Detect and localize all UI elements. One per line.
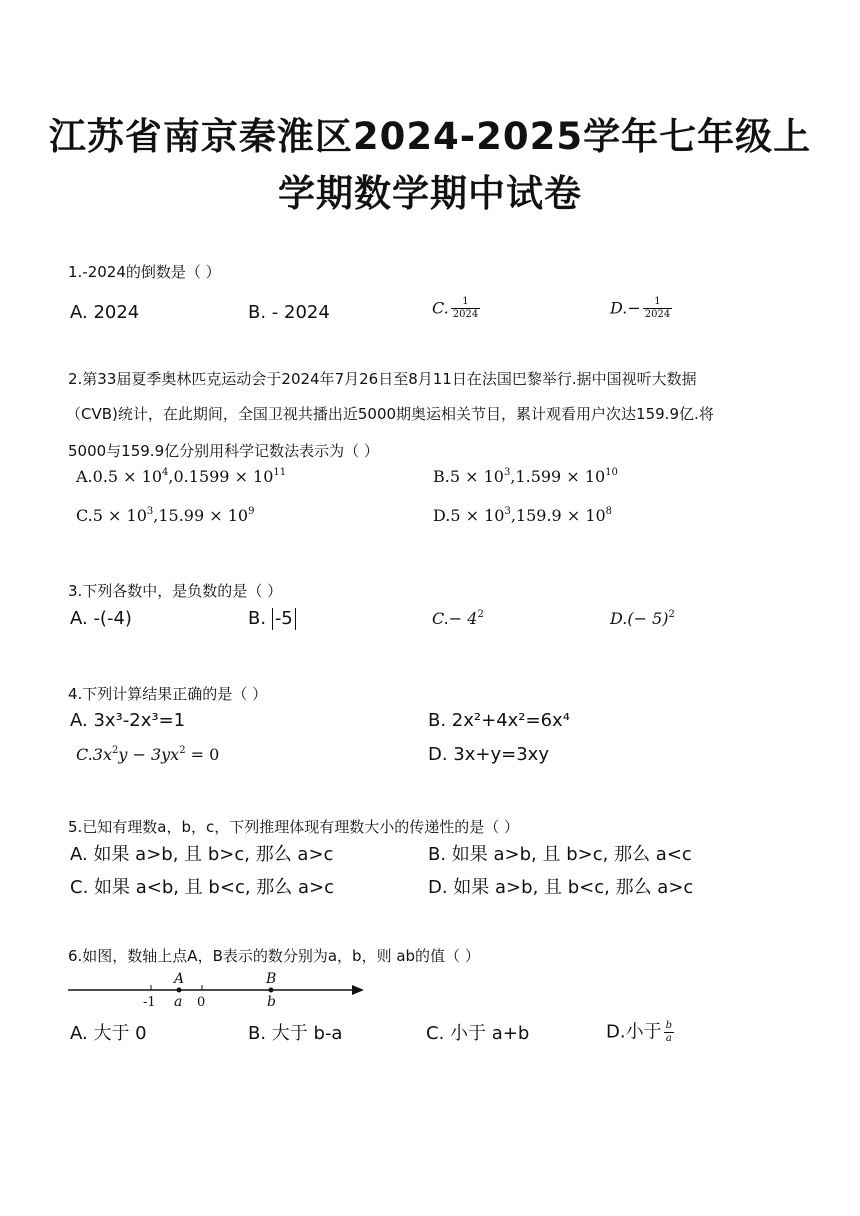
option-text: C.− 4	[432, 609, 478, 628]
question-3-option-c	[432, 608, 484, 630]
question-5-option-a: A. 如果 a>b, 且 b>c, 那么 a>c	[70, 844, 334, 865]
fraction-numerator: 1	[451, 296, 480, 309]
question-4-option-a: A. 3x³-2x³=1	[70, 710, 186, 731]
fraction-denominator: 2024	[644, 309, 671, 320]
tick-label-neg1: -1	[143, 995, 156, 1010]
option-prefix: D.−	[610, 298, 641, 318]
number-line-figure	[66, 966, 376, 1010]
point-b-dot	[269, 988, 274, 993]
exponent: 3	[504, 506, 511, 517]
exponent: 10	[605, 467, 618, 478]
option-text: ,0.1599 × 10	[168, 467, 274, 486]
option-prefix: B.	[248, 608, 267, 629]
question-1-option-b: B. - 2024	[248, 302, 330, 323]
exponent: 2	[477, 609, 484, 620]
page-title-line-2: 学期数学期中试卷	[278, 172, 582, 215]
option-text: B.5 × 10	[433, 467, 504, 486]
fraction	[643, 296, 672, 321]
exponent: 11	[273, 467, 287, 478]
exponent: 2	[111, 745, 119, 756]
question-2-option-d	[433, 505, 612, 527]
question-5-option-d: D. 如果 a>b, 且 b<c, 那么 a>c	[428, 877, 694, 898]
option-prefix: C.	[432, 298, 449, 318]
absolute-value: -5	[272, 608, 296, 630]
question-4-option-c	[76, 744, 219, 766]
page-title-line-1: 江苏省南京秦淮区2024-2025学年七年级上	[48, 115, 812, 158]
question-1-option-c	[432, 296, 480, 321]
question-2-option-a	[76, 466, 286, 488]
question-2-option-c	[76, 505, 254, 527]
question-2-option-b	[433, 466, 618, 488]
exponent: 8	[605, 506, 613, 517]
option-text: D.5 × 10	[433, 506, 505, 525]
question-3-option-d	[610, 608, 675, 630]
question-3-stem: 3.下列各数中，是负数的是（ ）	[68, 582, 283, 600]
point-a-label: A	[174, 971, 185, 987]
question-3-option-a: A. -(-4)	[70, 608, 132, 629]
question-1-option-d	[610, 296, 672, 321]
question-6-option-d	[606, 1020, 674, 1045]
option-text: ,15.99 × 10	[153, 506, 249, 525]
question-6-option-c: C. 小于 a+b	[426, 1023, 530, 1044]
arrow-head-icon	[352, 985, 364, 995]
exponent: 3	[503, 467, 511, 478]
option-text: D.(− 5)	[610, 609, 669, 628]
point-b-label: B	[266, 971, 277, 987]
option-text: ,159.9 × 10	[510, 506, 606, 525]
option-prefix: D.小于	[606, 1021, 662, 1043]
fraction-numerator: 1	[643, 296, 672, 309]
question-5-option-b: B. 如果 a>b, 且 b>c, 那么 a<c	[428, 844, 692, 865]
question-4-option-b: B. 2x²+4x²=6x⁴	[428, 710, 570, 731]
option-text: A.0.5 × 10	[76, 467, 163, 486]
question-5-stem: 5.已知有理数a，b，c，下列推理体现有理数大小的传递性的是（ ）	[68, 818, 520, 836]
exponent: 2	[179, 745, 186, 756]
question-1-stem: 1.-2024的倒数是（ ）	[68, 263, 221, 281]
question-6-option-b: B. 大于 b-a	[248, 1023, 343, 1044]
question-4-option-d: D. 3x+y=3xy	[428, 744, 549, 765]
question-2-stem-line-2: （CVB)统计，在此期间，全国卫视共播出近5000期奥运相关节目，累计观看用户次达159.9亿.将	[66, 405, 714, 423]
exponent: 4	[162, 467, 169, 478]
option-text: = 0	[185, 745, 220, 764]
question-5-option-c: C. 如果 a<b, 且 b<c, 那么 a>c	[70, 877, 335, 898]
question-3-option-b	[248, 608, 296, 630]
fraction-denominator: 2024	[452, 309, 479, 320]
exponent: 2	[668, 609, 675, 620]
option-text: y − 3yx	[118, 745, 180, 764]
option-text: ,1.599 × 10	[510, 467, 606, 486]
fraction	[664, 1020, 674, 1045]
option-text: C.3x	[76, 745, 112, 764]
question-6-option-a: A. 大于 0	[70, 1023, 147, 1044]
question-6-stem: 6.如图，数轴上点A，B表示的数分别为a，b，则 ab的值（ ）	[68, 947, 480, 965]
question-2-stem-line-1: 2.第33届夏季奥林匹克运动会于2024年7月26日至8月11日在法国巴黎举行.据中国视听大数据	[68, 370, 697, 388]
question-2-stem-line-3: 5000与159.9亿分别用科学记数法表示为（ ）	[68, 442, 379, 460]
tick-label-a: a	[174, 994, 183, 1010]
fraction-denominator: a	[665, 1033, 672, 1044]
point-a-dot	[177, 988, 182, 993]
question-4-stem: 4.下列计算结果正确的是（ ）	[68, 685, 268, 703]
option-text: C.5 × 10	[76, 506, 147, 525]
fraction	[451, 296, 480, 321]
exponent: 3	[146, 506, 154, 517]
tick-label-0: 0	[197, 995, 206, 1010]
question-1-option-a: A. 2024	[70, 302, 140, 323]
exponent: 9	[248, 506, 255, 517]
tick-label-b: b	[267, 994, 276, 1010]
fraction-numerator: b	[665, 1020, 672, 1031]
